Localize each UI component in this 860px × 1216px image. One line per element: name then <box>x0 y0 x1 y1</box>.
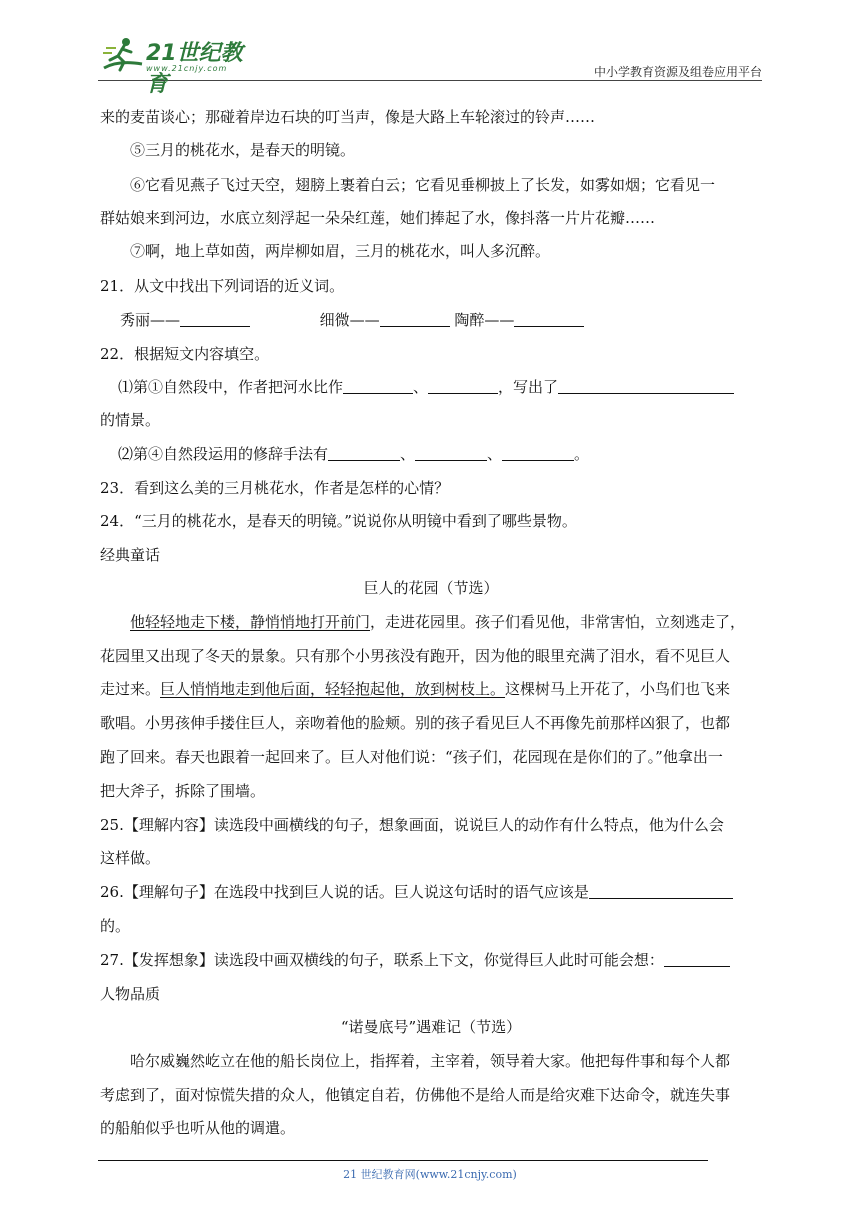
q21-word-2: 细微—— <box>319 311 380 329</box>
separator: 、 <box>487 445 503 463</box>
paragraph-5: ⑤三月的桃花水，是春天的明镜。 <box>130 141 356 159</box>
question-23: 23．看到这么美的三月桃花水，作者是怎样的心情？ <box>100 479 450 497</box>
passage-line: 哈尔威巍然屹立在他的船长岗位上，指挥着，主宰着，领导着大家。他把每件事和每个人都 <box>130 1052 731 1070</box>
passage-line <box>130 612 762 632</box>
passage-line: 歌唱。小男孩伸手搂住巨人，亲吻着他的脸颊。别的孩子看见巨人不再像先前那样凶狠了，也都 <box>100 714 731 732</box>
question-25: 25.【理解内容】读选段中画横线的句子，想象画面，说说巨人的动作有什么特点，他为什么会 <box>100 816 724 834</box>
q22-part-1-cont: 的情景。 <box>100 411 161 429</box>
section-heading: 经典童话 <box>100 546 161 564</box>
paragraph-7: ⑦啊，地上草如茵，两岸柳如眉，三月的桃花水，叫人多沉醉。 <box>130 242 551 260</box>
paragraph-6: ⑥它看见燕子飞过天空，翅膀上裹着白云；它看见垂柳披上了长发，如雾如烟；它看见一 <box>130 176 716 194</box>
q21-answers <box>120 310 782 330</box>
passage-line: 花园里又出现了冬天的景象。只有那个小男孩没有跑开，因为他的眼里充满了泪水，看不见巨人 <box>100 647 731 665</box>
underlined-sentence: 他轻轻地走下楼，静悄悄地打开前门 <box>130 613 371 631</box>
page-header <box>98 30 762 97</box>
section-heading: 人物品质 <box>100 985 161 1003</box>
separator: 。 <box>574 445 590 463</box>
question-24: 24．“三月的桃花水，是春天的明镜。”说说你从明镜中看到了哪些景物。 <box>100 512 577 530</box>
answer-blank[interactable] <box>380 310 450 327</box>
question-26 <box>100 882 762 902</box>
logo <box>98 34 258 97</box>
runner-logo-icon <box>98 34 146 76</box>
footer-divider <box>98 1160 708 1161</box>
passage-line: 考虑到了，面对惊慌失措的众人，他镇定自若，仿佛他不是给人而是给灾难下达命令，就连失事 <box>100 1086 731 1104</box>
passage-line: 的船舶似乎也听从他的调遣。 <box>100 1119 296 1137</box>
q26-text: 26.【理解句子】在选段中找到巨人说的话。巨人说这句话时的语气应该是 <box>100 883 589 901</box>
underlined-sentence: 巨人悄悄地走到他后面，轻轻抱起他，放到树枝上。 <box>160 680 506 698</box>
separator: 、 <box>400 445 416 463</box>
q22-2-text: ⑵第④自然段运用的修辞手法有 <box>118 445 329 463</box>
answer-blank[interactable] <box>514 310 584 327</box>
q21-word-1: 秀丽—— <box>120 311 181 329</box>
answer-blank[interactable] <box>328 444 400 461</box>
q21-word-3: 陶醉—— <box>454 311 515 329</box>
passage-title: 巨人的花园（节选） <box>363 579 499 597</box>
footer-link[interactable]: 21 世纪教育网(www.21cnjy.com) <box>343 1168 517 1181</box>
passage-line: 把大斧子，拆除了围墙。 <box>100 782 266 800</box>
answer-blank[interactable] <box>664 950 730 967</box>
answer-blank[interactable] <box>502 444 574 461</box>
passage-text: ，走进花园里。孩子们看见他，非常害怕，立刻逃走了， <box>370 613 746 631</box>
q22-part-2 <box>118 444 780 464</box>
answer-blank[interactable] <box>415 444 487 461</box>
question-22: 22．根据短文内容填空。 <box>100 345 270 363</box>
answer-blank[interactable] <box>428 377 498 394</box>
logo-url: www.21cnjy.com <box>146 64 228 73</box>
text-line: 来的麦苗谈心；那碰着岸边石块的叮当声，像是大路上车轮滚过的铃声…… <box>100 108 596 126</box>
passage-title: “诺曼底号”遇难记（节选） <box>340 1018 522 1036</box>
answer-blank[interactable] <box>180 310 250 327</box>
passage-text: 这棵树马上开花了，小鸟们也飞来 <box>505 680 731 698</box>
q27-text: 27.【发挥想象】读选段中画双横线的句子，联系上下文，你觉得巨人此时可能会想： <box>100 951 664 969</box>
passage-line <box>100 679 762 699</box>
passage-line: 跑了回来。春天也跟着一起回来了。巨人对他们说：“孩子们，花园现在是你们的了。”他拿出一 <box>100 748 723 766</box>
separator: 、 <box>413 378 429 396</box>
question-26-cont: 的。 <box>100 917 131 935</box>
question-27 <box>100 950 762 970</box>
logo-text: 21世纪教育 <box>146 41 243 97</box>
answer-blank[interactable] <box>558 377 734 394</box>
text-line: 群姑娘来到河边，水底立刻浮起一朵朵红莲，她们捧起了水，像抖落一片片花瓣…… <box>100 209 656 227</box>
answer-blank[interactable] <box>343 377 413 394</box>
q22-1-text: ⑴第①自然段中，作者把河水比作 <box>118 378 344 396</box>
answer-blank[interactable] <box>589 882 733 899</box>
q22-part-1 <box>118 377 780 397</box>
q22-1-text: ，写出了 <box>498 378 559 396</box>
platform-name: 中小学教育资源及组卷应用平台 <box>593 65 762 79</box>
question-21: 21．从文中找出下列词语的近义词。 <box>100 277 345 295</box>
question-25-cont: 这样做。 <box>100 849 161 867</box>
passage-text: 走过来。 <box>100 680 161 698</box>
